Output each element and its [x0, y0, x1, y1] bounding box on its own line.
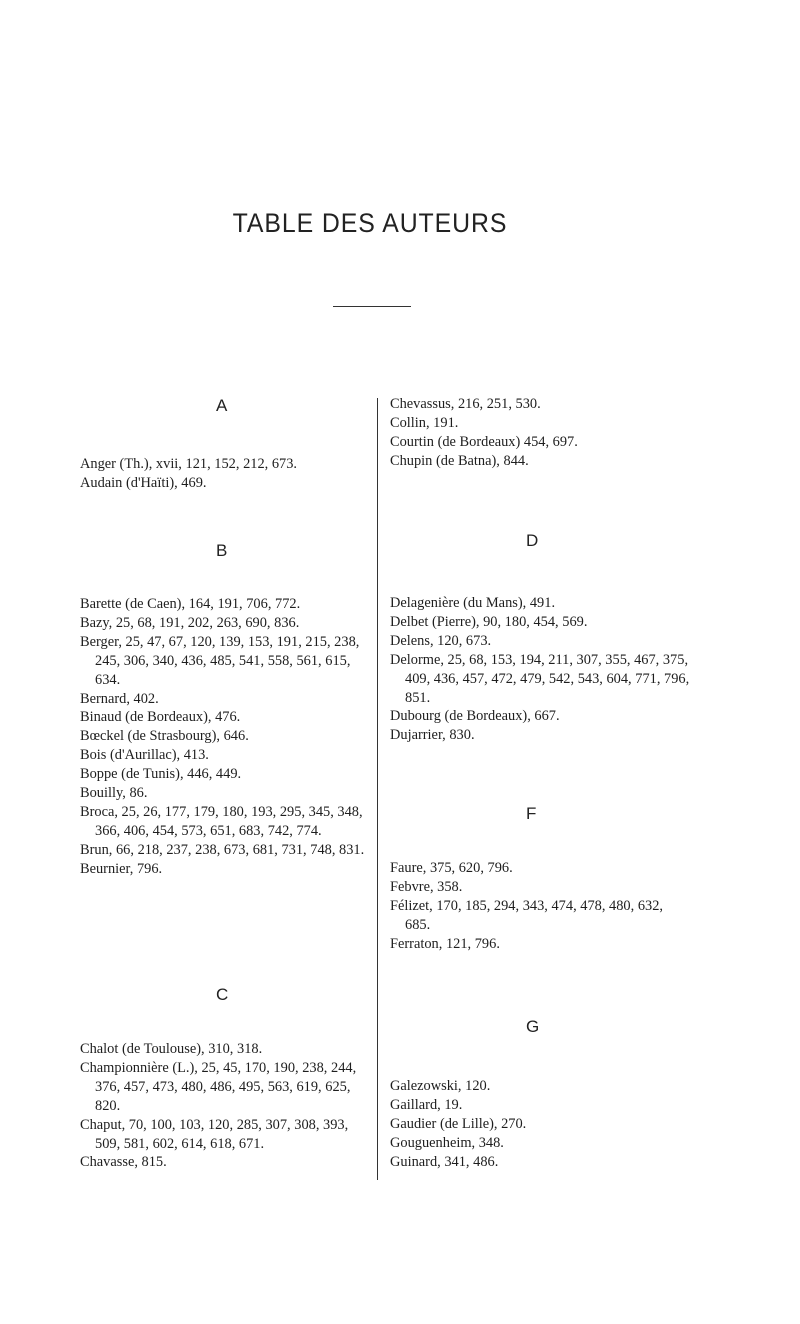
- author-list: [390, 859, 690, 954]
- author-entry: Courtin (de Bordeaux) 454, 697.: [390, 433, 578, 450]
- author-entry: Chevassus, 216, 251, 530.: [390, 396, 541, 412]
- author-entry: Galezowski, 120.: [390, 1078, 491, 1094]
- author-entry: Chalot (de Toulouse), 310, 318.: [80, 1041, 263, 1057]
- author-entry: Faure, 375, 620, 796.: [390, 860, 513, 876]
- author-entry: Bœckel (de Strasbourg), 646.: [80, 728, 249, 745]
- author-entry: Gouguenheim, 348.: [390, 1134, 504, 1151]
- author-entry: Guinard, 341, 486.: [390, 1153, 499, 1170]
- author-entry: Félizet, 170, 185, 294, 343, 474, 478, 480, 632, 685.: [390, 897, 664, 933]
- author-entry: Bazy, 25, 68, 191, 202, 263, 690, 836.: [80, 614, 300, 631]
- column-divider: [377, 398, 378, 1180]
- author-entry: Delorme, 25, 68, 153, 194, 211, 307, 355, 467, 375, 409, 436, 457, 472, 479, 542, 543, 604, 771, 796, 851.: [390, 651, 690, 706]
- author-entry: Collin, 191.: [390, 414, 459, 431]
- author-entry: Febvre, 358.: [390, 878, 463, 895]
- author-entry: Brun, 66, 218, 237, 238, 673, 681, 731, 748, 831.: [80, 841, 365, 858]
- author-entry: Delens, 120, 673.: [390, 632, 492, 649]
- section-letter: G: [526, 1017, 540, 1036]
- author-entry: Chavasse, 815.: [80, 1154, 167, 1171]
- author-entry: Delbet (Pierre), 90, 180, 454, 569.: [390, 613, 588, 630]
- author-list: [80, 1040, 370, 1172]
- section-letter: A: [216, 396, 228, 415]
- author-entry: Beurnier, 796.: [80, 860, 163, 877]
- author-entry: Gaudier (de Lille), 270.: [390, 1115, 527, 1132]
- author-entry: Bois (d'Aurillac), 413.: [80, 747, 209, 764]
- author-list: [390, 594, 690, 745]
- author-list: [390, 395, 690, 471]
- author-entry: Chaput, 70, 100, 103, 120, 285, 307, 308, 393, 509, 581, 602, 614, 618, 671.: [80, 1116, 349, 1152]
- author-entry: Audain (d'Haïti), 469.: [80, 474, 207, 491]
- author-list: [80, 595, 370, 879]
- author-entry: Anger (Th.), xvii, 121, 152, 212, 673.: [80, 456, 298, 472]
- author-entry: Chupin (de Batna), 844.: [390, 452, 529, 469]
- section-letter: D: [526, 531, 539, 550]
- section-letter: C: [216, 985, 229, 1004]
- section-letter: F: [526, 804, 537, 823]
- section-letter: B: [216, 541, 228, 560]
- author-entry: Binaud (de Bordeaux), 476.: [80, 709, 241, 726]
- author-entry: Championnière (L.), 25, 45, 170, 190, 238, 244, 376, 457, 473, 480, 486, 495, 563, 619, 625, 820.: [80, 1059, 357, 1114]
- author-entry: Barette (de Caen), 164, 191, 706, 772.: [80, 596, 301, 612]
- author-list: [80, 455, 370, 493]
- author-entry: Bouilly, 86.: [80, 785, 148, 802]
- author-entry: Berger, 25, 47, 67, 120, 139, 153, 191, 215, 238, 245, 306, 340, 436, 485, 541, 558, 561, 615, 634.: [80, 633, 360, 688]
- author-entry: Boppe (de Tunis), 446, 449.: [80, 766, 242, 783]
- author-entry: Dujarrier, 830.: [390, 727, 475, 744]
- page-title: TABLE DES AUTEURS: [232, 208, 508, 238]
- author-entry: Bernard, 402.: [80, 690, 159, 707]
- author-entry: Gaillard, 19.: [390, 1096, 463, 1113]
- author-entry: Broca, 25, 26, 177, 179, 180, 193, 295, 345, 348, 366, 406, 454, 573, 651, 683, 742, 774.: [80, 803, 363, 839]
- author-entry: Ferraton, 121, 796.: [390, 935, 500, 952]
- title-divider: [333, 306, 411, 307]
- author-entry: Dubourg (de Bordeaux), 667.: [390, 708, 560, 725]
- author-entry: Delagenière (du Mans), 491.: [390, 595, 556, 611]
- author-list: [390, 1077, 690, 1172]
